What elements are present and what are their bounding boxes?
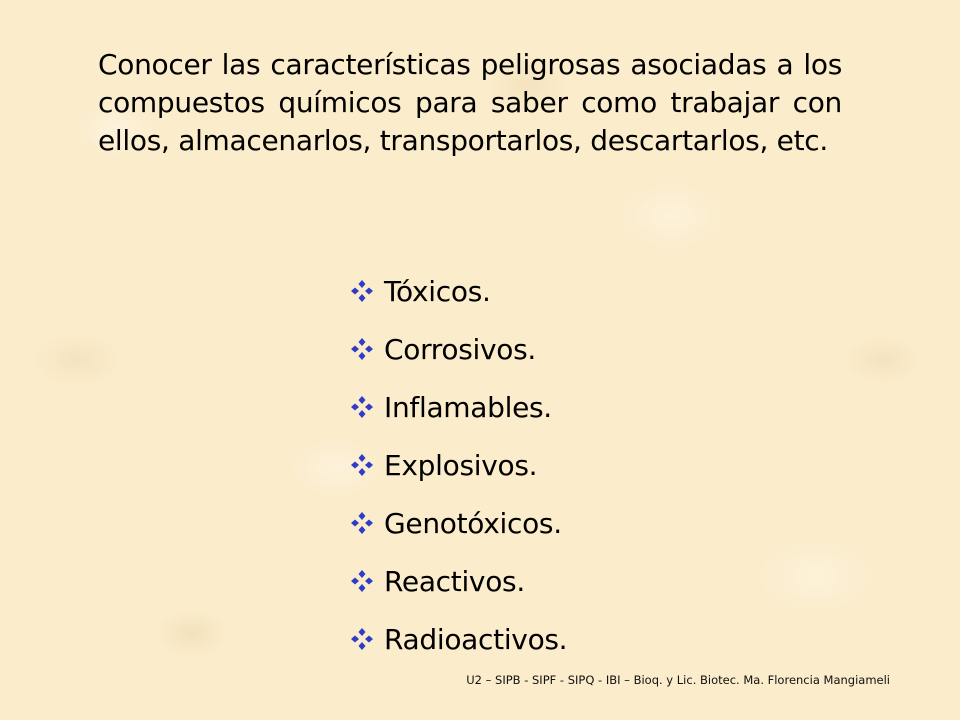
hazard-label: Reactivos.	[384, 564, 525, 598]
footer-credits: U2 – SIPB - SIPF - SIPQ - IBI – Bioq. y Lic. Biotec. Ma. Florencia Mangiameli	[466, 673, 890, 687]
hazard-label: Tóxicos.	[384, 274, 491, 308]
hazard-label: Genotóxicos.	[384, 506, 562, 540]
list-item	[350, 262, 567, 320]
diamond-bullet-icon	[350, 279, 374, 303]
list-item	[350, 378, 567, 436]
hazard-label: Radioactivos.	[384, 622, 568, 656]
hazard-label: Corrosivos.	[384, 332, 536, 366]
diamond-bullet-icon	[350, 337, 374, 361]
hazard-label: Inflamables.	[384, 390, 552, 424]
diamond-bullet-icon	[350, 395, 374, 419]
diamond-bullet-icon	[350, 627, 374, 651]
hazard-label: Explosivos.	[384, 448, 538, 482]
list-item	[350, 610, 567, 668]
list-item	[350, 436, 567, 494]
list-item	[350, 552, 567, 610]
diamond-bullet-icon	[350, 453, 374, 477]
diamond-bullet-icon	[350, 569, 374, 593]
hazard-list	[350, 262, 567, 668]
diamond-bullet-icon	[350, 511, 374, 535]
intro-paragraph: Conocer las características peligrosas asociadas a los compuestos químicos para saber como trabajar con ellos, almacenarlos, transportarlos, descartarlos, etc.	[98, 48, 842, 157]
list-item	[350, 320, 567, 378]
list-item	[350, 494, 567, 552]
